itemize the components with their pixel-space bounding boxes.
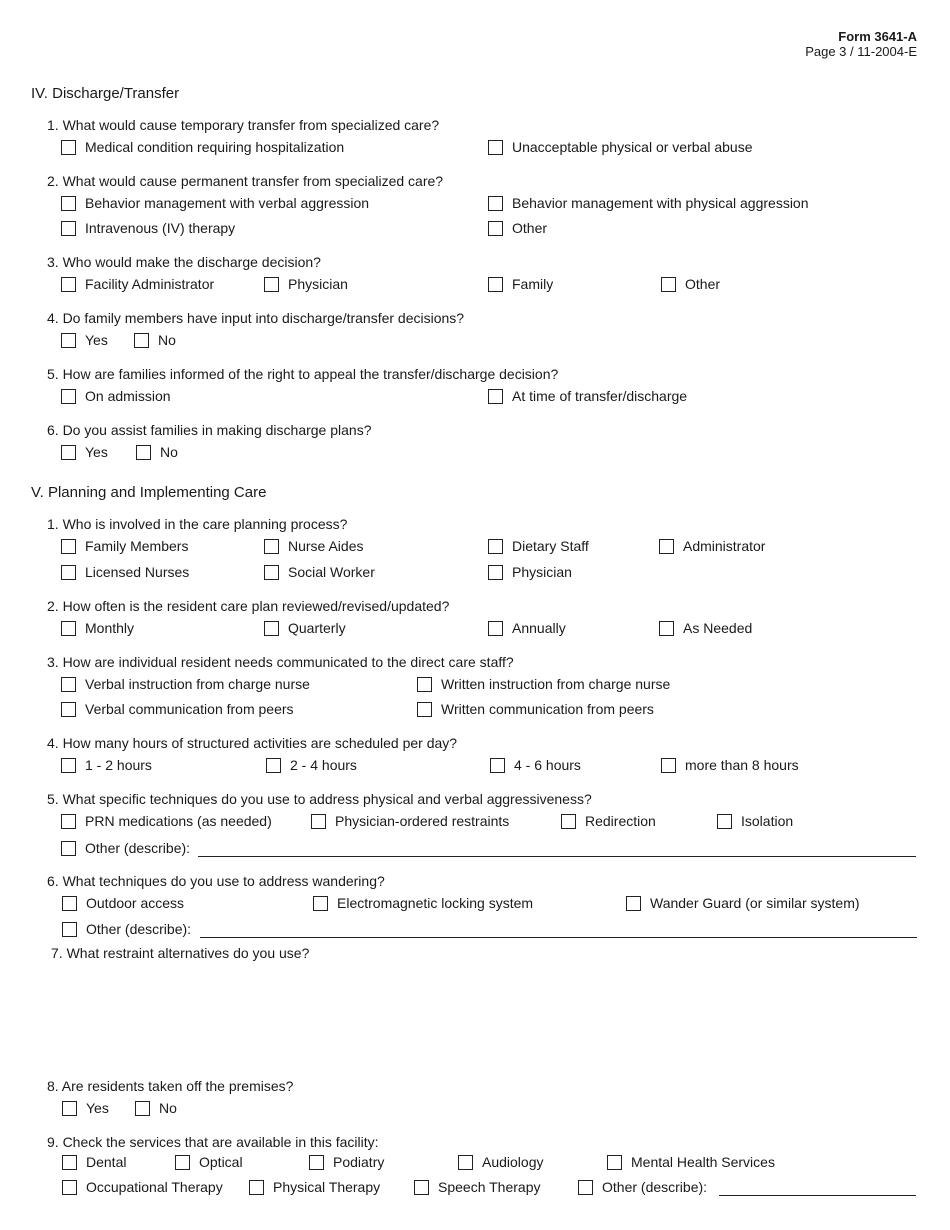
section-v-title: V. Planning and Implementing Care bbox=[31, 484, 267, 501]
option-2-4-hours[interactable]: 2 - 4 hours bbox=[266, 757, 357, 773]
option-monthly[interactable]: Monthly bbox=[61, 620, 134, 636]
checkbox[interactable] bbox=[561, 814, 576, 829]
question-iv-1: 1. What would cause temporary transfer from specialized care? bbox=[47, 117, 440, 133]
question-v-2: 2. How often is the resident care plan reviewed/revised/updated? bbox=[47, 598, 450, 614]
checkbox[interactable] bbox=[62, 922, 77, 937]
option-other[interactable]: Other bbox=[488, 220, 547, 236]
checkbox[interactable] bbox=[136, 445, 151, 460]
option-isolation[interactable]: Isolation bbox=[717, 813, 793, 829]
checkbox[interactable] bbox=[175, 1155, 190, 1170]
checkbox[interactable] bbox=[62, 1180, 77, 1195]
option-other-describe[interactable]: Other (describe): bbox=[61, 840, 190, 856]
option-4-6-hours[interactable]: 4 - 6 hours bbox=[490, 757, 581, 773]
checkbox[interactable] bbox=[61, 221, 76, 236]
checkbox[interactable] bbox=[717, 814, 732, 829]
checkbox[interactable] bbox=[61, 702, 76, 717]
option-on-admission[interactable]: On admission bbox=[61, 388, 171, 404]
checkbox[interactable] bbox=[61, 140, 76, 155]
option-dietary-staff[interactable]: Dietary Staff bbox=[488, 538, 589, 554]
checkbox[interactable] bbox=[61, 621, 76, 636]
question-v-9: 9. Check the services that are available in this facility: bbox=[47, 1134, 379, 1150]
option-at-transfer[interactable]: At time of transfer/discharge bbox=[488, 388, 687, 404]
checkbox[interactable] bbox=[61, 814, 76, 829]
question-v-7: 7. What restraint alternatives do you use? bbox=[51, 945, 310, 961]
checkbox[interactable] bbox=[61, 758, 76, 773]
checkbox[interactable] bbox=[62, 1101, 77, 1116]
option-physician[interactable]: Physician bbox=[264, 276, 348, 292]
question-iv-2: 2. What would cause permanent transfer from specialized care? bbox=[47, 173, 444, 189]
checkbox[interactable] bbox=[249, 1180, 264, 1195]
checkbox[interactable] bbox=[607, 1155, 622, 1170]
checkbox[interactable] bbox=[311, 814, 326, 829]
option-verbal-peers[interactable]: Verbal communication from peers bbox=[61, 701, 294, 717]
other-describe-line[interactable] bbox=[198, 856, 916, 857]
other-describe-line[interactable] bbox=[200, 937, 917, 938]
checkbox[interactable] bbox=[313, 896, 328, 911]
checkbox[interactable] bbox=[661, 758, 676, 773]
option-as-needed[interactable]: As Needed bbox=[659, 620, 752, 636]
checkbox[interactable] bbox=[61, 333, 76, 348]
option-nurse-aides[interactable]: Nurse Aides bbox=[264, 538, 363, 554]
question-v-1: 1. Who is involved in the care planning process? bbox=[47, 516, 348, 532]
checkbox[interactable] bbox=[488, 277, 503, 292]
option-yes[interactable]: Yes bbox=[61, 332, 108, 348]
question-v-4: 4. How many hours of structured activities are scheduled per day? bbox=[47, 735, 458, 751]
checkbox[interactable] bbox=[488, 140, 503, 155]
checkbox[interactable] bbox=[626, 896, 641, 911]
option-other-describe[interactable]: Other (describe): bbox=[62, 921, 191, 937]
option-yes[interactable]: Yes bbox=[61, 444, 108, 460]
option-physical-aggression[interactable]: Behavior management with physical aggression bbox=[488, 195, 809, 211]
checkbox[interactable] bbox=[61, 445, 76, 460]
form-number: Form 3641-A bbox=[838, 29, 917, 44]
checkbox[interactable] bbox=[61, 389, 76, 404]
option-prn-medications[interactable]: PRN medications (as needed) bbox=[61, 813, 272, 829]
checkbox[interactable] bbox=[264, 621, 279, 636]
option-family-members[interactable]: Family Members bbox=[61, 538, 188, 554]
option-abuse[interactable]: Unacceptable physical or verbal abuse bbox=[488, 139, 752, 155]
question-iv-4: 4. Do family members have input into discharge/transfer decisions? bbox=[47, 310, 465, 326]
option-optical[interactable]: Optical bbox=[175, 1154, 243, 1170]
option-no[interactable]: No bbox=[136, 444, 178, 460]
option-licensed-nurses[interactable]: Licensed Nurses bbox=[61, 564, 189, 580]
checkbox[interactable] bbox=[264, 277, 279, 292]
option-other-describe[interactable]: Other (describe): bbox=[578, 1179, 707, 1195]
question-iv-3: 3. Who would make the discharge decision? bbox=[47, 254, 321, 270]
option-yes[interactable]: Yes bbox=[62, 1100, 109, 1116]
checkbox[interactable] bbox=[61, 677, 76, 692]
option-occupational-therapy[interactable]: Occupational Therapy bbox=[62, 1179, 223, 1195]
checkbox[interactable] bbox=[61, 277, 76, 292]
checkbox[interactable] bbox=[417, 702, 432, 717]
option-electromagnetic-locking[interactable]: Electromagnetic locking system bbox=[313, 895, 533, 911]
option-physician-restraints[interactable]: Physician-ordered restraints bbox=[311, 813, 509, 829]
checkbox[interactable] bbox=[490, 758, 505, 773]
checkbox[interactable] bbox=[488, 196, 503, 211]
section-iv-title: IV. Discharge/Transfer bbox=[31, 85, 180, 102]
checkbox[interactable] bbox=[62, 896, 77, 911]
checkbox[interactable] bbox=[61, 196, 76, 211]
option-more-than-8-hours[interactable]: more than 8 hours bbox=[661, 757, 799, 773]
option-podiatry[interactable]: Podiatry bbox=[309, 1154, 384, 1170]
option-no[interactable]: No bbox=[134, 332, 176, 348]
question-iv-6: 6. Do you assist families in making discharge plans? bbox=[47, 422, 372, 438]
checkbox[interactable] bbox=[458, 1155, 473, 1170]
option-1-2-hours[interactable]: 1 - 2 hours bbox=[61, 757, 152, 773]
option-mental-health[interactable]: Mental Health Services bbox=[607, 1154, 775, 1170]
option-physical-therapy[interactable]: Physical Therapy bbox=[249, 1179, 380, 1195]
option-annually[interactable]: Annually bbox=[488, 620, 566, 636]
option-dental[interactable]: Dental bbox=[62, 1154, 126, 1170]
option-administrator[interactable]: Administrator bbox=[659, 538, 765, 554]
checkbox[interactable] bbox=[659, 621, 674, 636]
checkbox[interactable] bbox=[414, 1180, 429, 1195]
option-outdoor-access[interactable]: Outdoor access bbox=[62, 895, 184, 911]
option-audiology[interactable]: Audiology bbox=[458, 1154, 544, 1170]
checkbox[interactable] bbox=[135, 1101, 150, 1116]
option-written-charge-nurse[interactable]: Written instruction from charge nurse bbox=[417, 676, 670, 692]
checkbox[interactable] bbox=[417, 677, 432, 692]
question-iv-5: 5. How are families informed of the right to appeal the transfer/discharge decision? bbox=[47, 366, 559, 382]
option-no[interactable]: No bbox=[135, 1100, 177, 1116]
checkbox[interactable] bbox=[488, 389, 503, 404]
checkbox[interactable] bbox=[488, 221, 503, 236]
option-iv-therapy[interactable]: Intravenous (IV) therapy bbox=[61, 220, 235, 236]
checkbox[interactable] bbox=[488, 565, 503, 580]
checkbox[interactable] bbox=[61, 841, 76, 856]
option-physician[interactable]: Physician bbox=[488, 564, 572, 580]
checkbox[interactable] bbox=[488, 621, 503, 636]
option-medical-hospitalization[interactable]: Medical condition requiring hospitalization bbox=[61, 139, 344, 155]
checkbox[interactable] bbox=[659, 539, 674, 554]
option-facility-administrator[interactable]: Facility Administrator bbox=[61, 276, 214, 292]
checkbox[interactable] bbox=[264, 539, 279, 554]
checkbox[interactable] bbox=[578, 1180, 593, 1195]
other-describe-line[interactable] bbox=[719, 1195, 916, 1196]
option-other[interactable]: Other bbox=[661, 276, 720, 292]
checkbox[interactable] bbox=[62, 1155, 77, 1170]
option-social-worker[interactable]: Social Worker bbox=[264, 564, 375, 580]
page-info: Page 3 / 11-2004-E bbox=[805, 44, 917, 59]
question-v-8: 8. Are residents taken off the premises? bbox=[47, 1078, 294, 1094]
option-verbal-charge-nurse[interactable]: Verbal instruction from charge nurse bbox=[61, 676, 310, 692]
question-v-6: 6. What techniques do you use to address wandering? bbox=[47, 873, 385, 889]
option-written-peers[interactable]: Written communication from peers bbox=[417, 701, 654, 717]
option-family[interactable]: Family bbox=[488, 276, 553, 292]
checkbox[interactable] bbox=[264, 565, 279, 580]
checkbox[interactable] bbox=[488, 539, 503, 554]
checkbox[interactable] bbox=[134, 333, 149, 348]
checkbox[interactable] bbox=[309, 1155, 324, 1170]
checkbox[interactable] bbox=[61, 539, 76, 554]
checkbox[interactable] bbox=[61, 565, 76, 580]
question-v-3: 3. How are individual resident needs communicated to the direct care staff? bbox=[47, 654, 514, 670]
option-quarterly[interactable]: Quarterly bbox=[264, 620, 346, 636]
checkbox[interactable] bbox=[266, 758, 281, 773]
option-verbal-aggression[interactable]: Behavior management with verbal aggression bbox=[61, 195, 369, 211]
option-redirection[interactable]: Redirection bbox=[561, 813, 656, 829]
option-speech-therapy[interactable]: Speech Therapy bbox=[414, 1179, 540, 1195]
question-v-5: 5. What specific techniques do you use to address physical and verbal aggressiveness? bbox=[47, 791, 592, 807]
option-wander-guard[interactable]: Wander Guard (or similar system) bbox=[626, 895, 860, 911]
checkbox[interactable] bbox=[661, 277, 676, 292]
